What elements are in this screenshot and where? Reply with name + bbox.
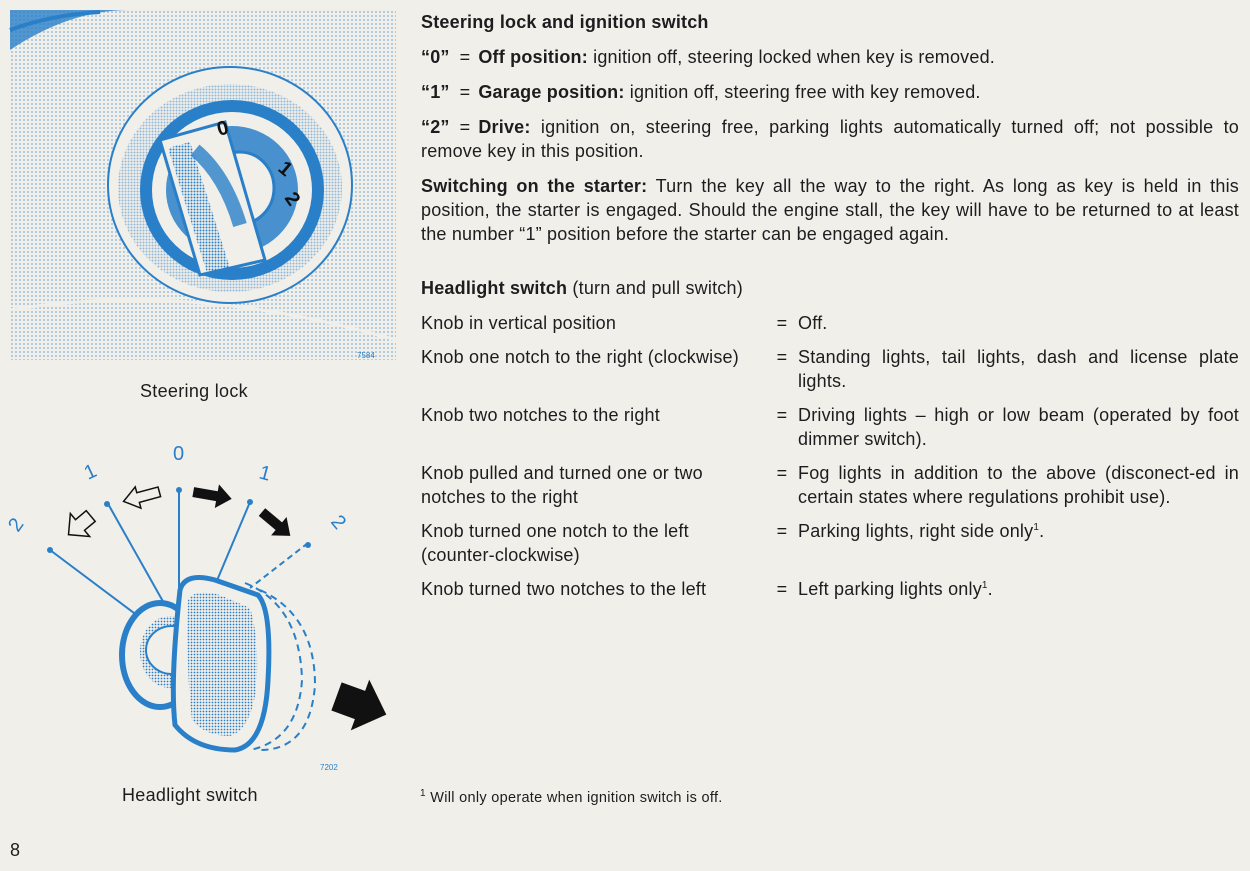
- headlight-switch-figure-number: 7202: [320, 763, 338, 772]
- footnote: [420, 790, 723, 806]
- equals-sign: =: [459, 47, 471, 67]
- key-position-1-desc: ignition off, steering free with key removed.: [629, 82, 981, 102]
- equals-sign: =: [776, 579, 788, 599]
- footnote-mark: 1: [420, 788, 426, 800]
- switch-position: Knob one notch to the right (clockwise): [421, 347, 739, 367]
- key-position-0-desc: ignition off, steering locked when key is removed.: [593, 47, 996, 67]
- key-position-1-term: Garage position:: [478, 82, 625, 102]
- switch-result: Parking lights, right side only$^1$.: [798, 521, 1045, 541]
- steering-lock-figure-number: 7584: [357, 351, 375, 360]
- equals-sign: =: [776, 463, 788, 483]
- key-position-0-term: Off position:: [478, 47, 588, 67]
- switch-result: Standing lights, tail lights, dash and license plate lights.: [798, 347, 1239, 391]
- key-position-2: [421, 115, 1239, 163]
- equals-sign: =: [776, 521, 788, 541]
- switch-position: Knob turned one notch to the left (counter-clockwise): [421, 521, 689, 565]
- table-row: [421, 519, 1239, 567]
- lock-dial-label-1: 1: [273, 156, 297, 181]
- key-position-0-key: “0”: [421, 47, 450, 67]
- starter-desc: Turn the key all the way to the right. As long as key is held in this position, the starter is engaged. Should the engine stall, the key will have to be returned to at least the number “1” position before the starter can be engaged again.: [421, 176, 1239, 244]
- equals-sign: =: [459, 117, 471, 137]
- switch-position: Knob in vertical position: [421, 313, 617, 333]
- headlight-switch-caption: Headlight switch: [122, 785, 258, 805]
- footnote-ref: 1: [1033, 522, 1040, 533]
- switch-result: Left parking lights only$^1$.: [798, 579, 993, 599]
- headlight-switch-illustration: [4, 440, 400, 775]
- key-position-1: [421, 80, 1239, 104]
- switch-result: Fog lights in addition to the above (disconect-ed in certain states where regulations prohibit use).: [798, 463, 1239, 507]
- equals-sign: =: [776, 405, 788, 425]
- page-number: 8: [10, 840, 21, 860]
- footnote-ref: 1: [981, 580, 988, 591]
- headlight-scale-label-left-2: 2: [4, 514, 29, 536]
- table-row: [421, 461, 1239, 509]
- text-column: [421, 10, 1239, 611]
- steering-section-title: Steering lock and ignition switch: [421, 12, 709, 32]
- switch-result: Off.: [798, 313, 828, 333]
- equals-sign: =: [776, 347, 788, 367]
- switch-result: Driving lights – high or low beam (operated by foot dimmer switch).: [798, 405, 1239, 449]
- headlight-scale-label-right-2: 2: [326, 511, 351, 534]
- headlight-positions-table: [421, 311, 1239, 601]
- headlight-subtitle: (turn and pull switch): [572, 278, 743, 298]
- headlight-title: Headlight switch: [421, 278, 568, 298]
- headlight-scale-label-0: 0: [173, 443, 185, 465]
- headlight-section-title: [421, 276, 1239, 300]
- key-position-2-key: “2”: [421, 117, 450, 137]
- table-row: [421, 577, 1239, 601]
- table-row: [421, 311, 1239, 335]
- switch-position: Knob turned two notches to the left: [421, 579, 707, 599]
- lock-dial-label-0: 0: [214, 116, 232, 141]
- footnote-text: Will only operate when ignition switch is off.: [430, 790, 723, 806]
- headlight-scale-label-left-1: 1: [80, 459, 101, 485]
- equals-sign: =: [776, 313, 788, 333]
- switch-position: Knob two notches to the right: [421, 405, 660, 425]
- key-position-0: [421, 45, 1239, 69]
- switch-position: Knob pulled and turned one or two notches to the right: [421, 463, 703, 507]
- key-position-2-term: Drive:: [478, 117, 531, 137]
- starter-term: Switching on the starter:: [421, 176, 648, 196]
- table-row: [421, 403, 1239, 451]
- starter-paragraph: [421, 174, 1239, 246]
- steering-lock-illustration: [10, 10, 400, 365]
- headlight-scale-label-right-1: 1: [256, 461, 274, 486]
- key-position-2-desc: ignition on, steering free, parking lights automatically turned off; not possible to remove key in this position.: [421, 117, 1240, 161]
- equals-sign: =: [459, 82, 471, 102]
- steering-lock-caption: Steering lock: [140, 381, 248, 401]
- lock-dial-label-2: 2: [279, 188, 305, 210]
- table-row: [421, 345, 1239, 393]
- key-position-1-key: “1”: [421, 82, 450, 102]
